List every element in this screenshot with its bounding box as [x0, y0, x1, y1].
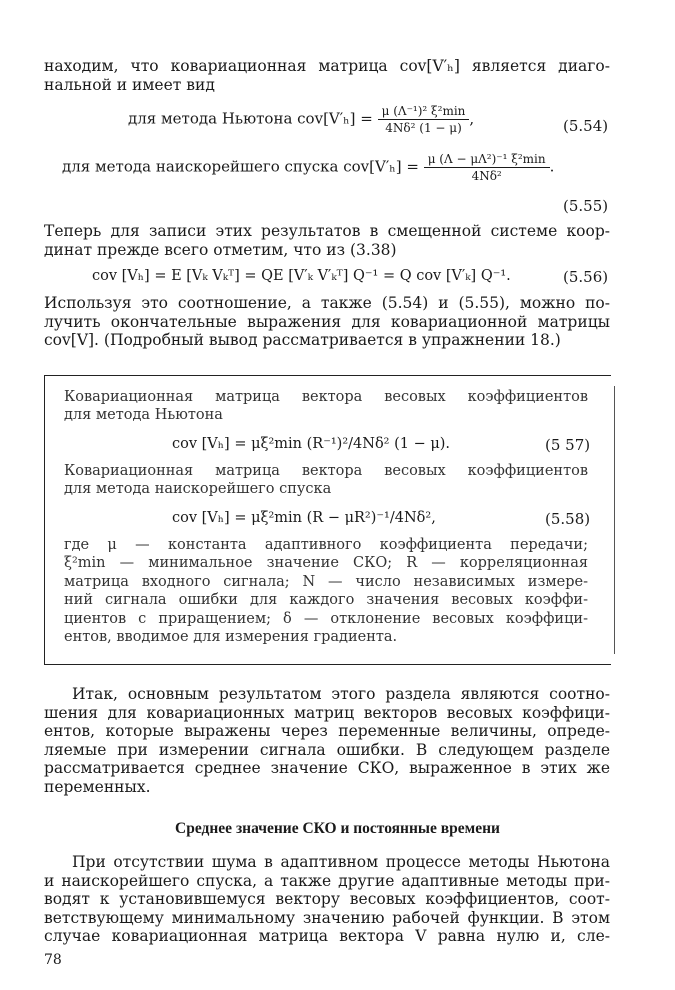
text-line: ветствующему минимальному значению рабочей функции. В этом: [44, 908, 610, 927]
intro-paragraph: [44, 57, 610, 94]
text-line: рассматривается среднее значение СКО, выраженное в этих же: [44, 759, 610, 778]
text-line: ний сигнала ошибки для каждого значения весовых коэффи-: [64, 592, 588, 609]
text-line: Теперь для записи этих результатов в смещенной системе коор-: [44, 222, 610, 240]
text-line: водят к установившемуся вектору весовых коэффициентов, соот-: [44, 890, 610, 909]
text-line: Итак, основным результатом этого раздела являются соотно-: [72, 685, 610, 703]
text-line: шения для ковариационных матриц векторов весовых коэффици-: [44, 703, 610, 722]
text-line: ляемые при измерении сигнала ошибки. В следующем разделе: [44, 740, 610, 759]
box-legend: [64, 536, 588, 646]
text-line: При отсутствии шума в адаптивном процессе методы Ньютона: [72, 853, 610, 871]
fraction: [378, 104, 470, 135]
box-text-2: [64, 462, 588, 498]
fraction-numerator: μ (Λ − μΛ²)⁻¹ ξ²min: [424, 152, 550, 168]
paragraph-5: [44, 853, 610, 946]
text-line: нальной и имеет вид: [44, 75, 215, 94]
text-line: ξ²min — минимальное значение СКО; R — корреляционная: [64, 555, 588, 572]
page-number: 78: [44, 952, 62, 968]
equation-label: для метода наискорейшего спуска cov[V′ₕ] =: [62, 157, 419, 176]
fraction-numerator: μ (Λ⁻¹)² ξ²min: [378, 104, 470, 120]
equation-5-58: cov [Vₕ] = μξ²min (R − μR²)⁻¹/4Nδ²,: [172, 510, 436, 526]
text-line: для метода наискорейшего спуска: [64, 481, 332, 497]
text-line: Ковариационная матрица вектора весовых коэффициентов: [64, 463, 588, 479]
text-line: для метода Ньютона: [64, 407, 223, 423]
equation-5-55: [62, 152, 554, 183]
section-heading: Среднее значение СКО и постоянные времени: [175, 820, 500, 837]
fraction-denominator: 4Nδ² (1 − μ): [385, 121, 462, 135]
equation-number: (5.56): [563, 268, 609, 286]
text-line: где μ — константа адаптивного коэффициента передачи;: [64, 537, 588, 553]
fraction: [424, 152, 550, 183]
text-line: динат прежде всего отметим, что из (3.38): [44, 240, 397, 259]
text-line: Ковариационная матрица вектора весовых коэффициентов: [64, 389, 588, 405]
equation-punct: .: [549, 157, 555, 176]
text-line: циентов с приращением; δ — отклонение весовых коэффици-: [64, 610, 588, 627]
text-line: cov[V]. (Подробный вывод рассматривается в упражнении 18.): [44, 331, 561, 350]
paragraph-3: [44, 294, 610, 350]
text-line: случае ковариационная матрица вектора V равна нулю и, сле-: [44, 927, 610, 946]
equation-number: (5.54): [563, 117, 609, 135]
equation-5-57: cov [Vₕ] = μξ²min (R⁻¹)²/4Nδ² (1 − μ).: [172, 436, 451, 452]
text-line: находим, что ковариационная матрица cov[V′ₕ] является диаго-: [44, 57, 610, 75]
equation-5-56: cov [Vₕ] = E [Vₖ Vₖᵀ] = QE [V′ₖ V′ₖᵀ] Q⁻¹ = Q cov [V′ₖ] Q⁻¹.: [92, 268, 511, 284]
equation-punct: ,: [469, 109, 475, 128]
text-line: и наискорейшего спуска, а также другие адаптивные методы при-: [44, 871, 610, 890]
text-line: матрица входного сигнала; N — число независимых измере-: [64, 573, 588, 590]
equation-number: (5 57): [545, 436, 591, 454]
equation-label: для метода Ньютона cov[V′ₕ] =: [128, 109, 373, 128]
paragraph-2: [44, 222, 610, 259]
equation-5-54: [128, 104, 474, 135]
text-line: переменных.: [44, 777, 151, 796]
box-right-rule: [614, 386, 615, 654]
equation-number: (5.58): [545, 510, 591, 528]
text-line: лучить окончательные выражения для ковариационной матрицы: [44, 312, 610, 331]
text-line: Используя это соотношение, а также (5.54) и (5.55), можно по-: [44, 294, 610, 312]
box-text-1: [64, 388, 588, 424]
fraction-denominator: 4Nδ²: [471, 169, 502, 183]
paragraph-4: [44, 685, 610, 797]
equation-number: (5.55): [563, 197, 609, 215]
text-line: ентов, вводимое для измерения градиента.: [64, 629, 398, 646]
text-line: ентов, которые выражены через переменные величины, опреде-: [44, 722, 610, 741]
